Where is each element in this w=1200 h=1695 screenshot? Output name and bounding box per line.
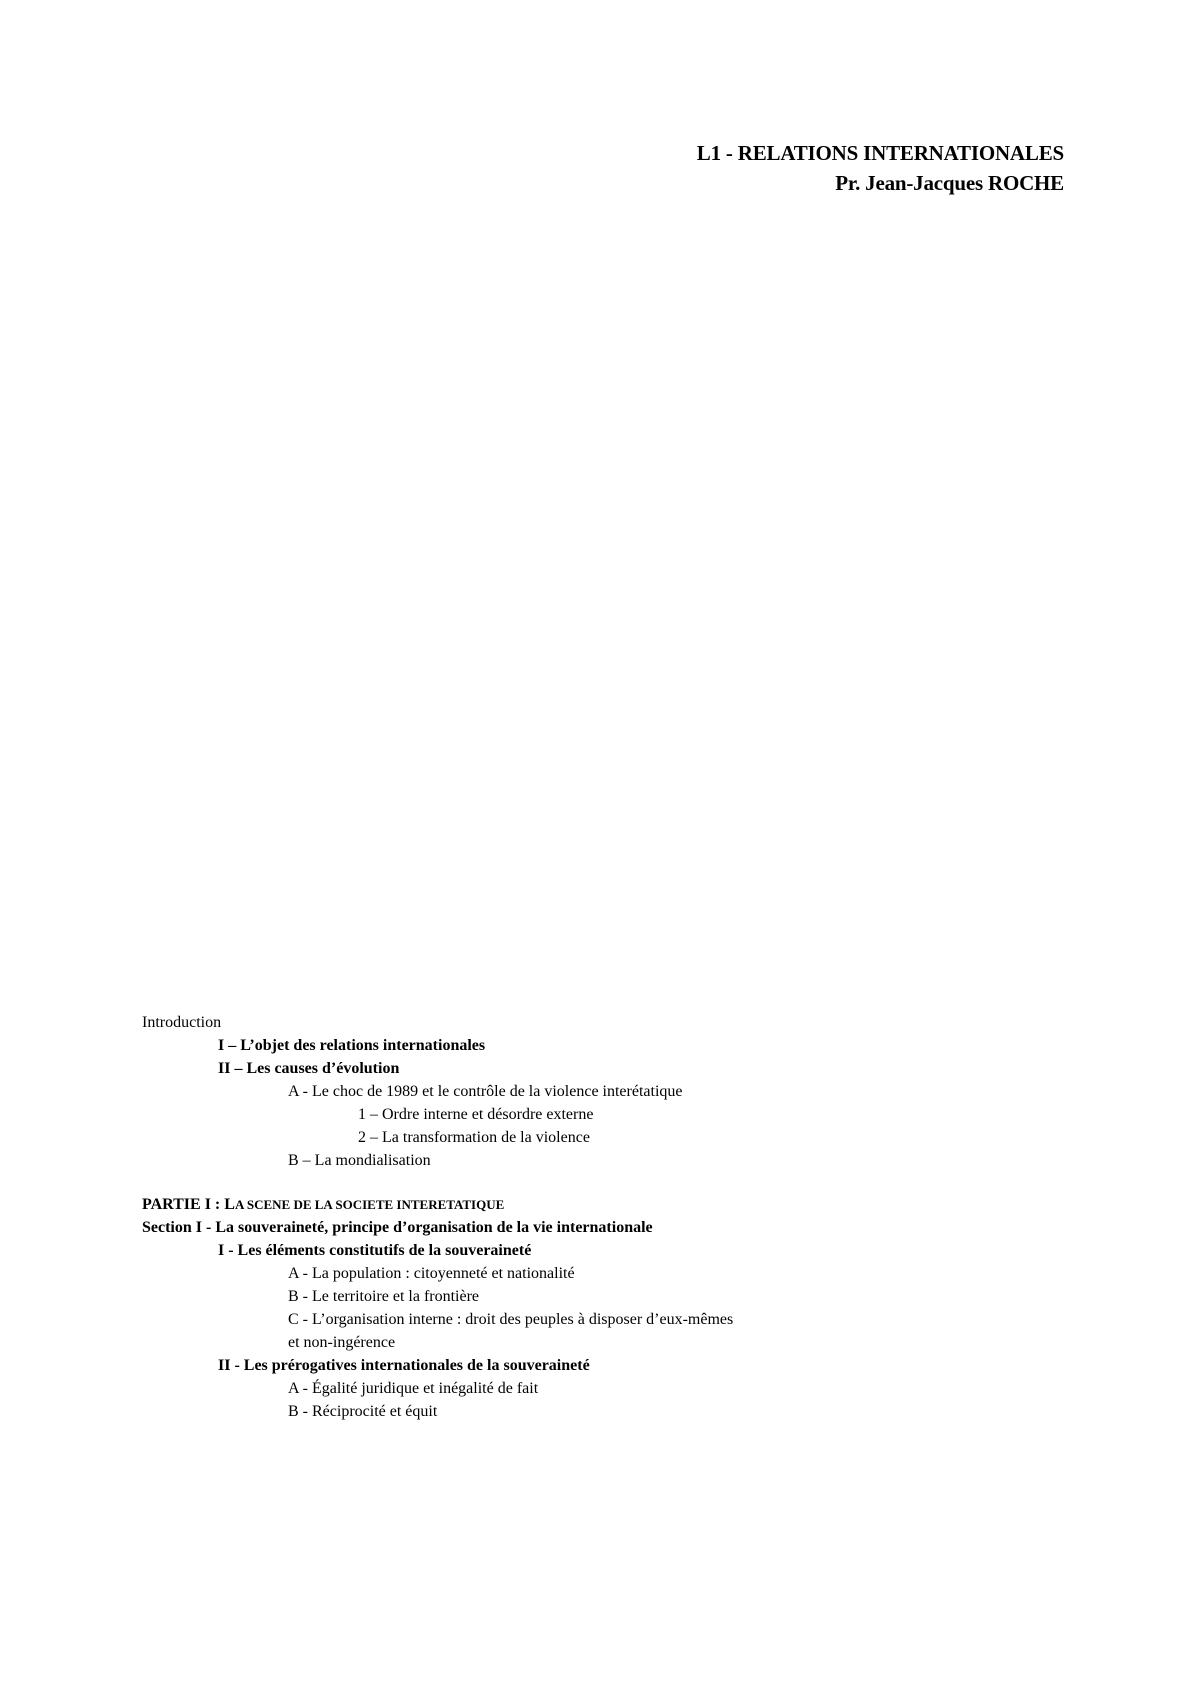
intro-subsection-a1: 1 – Ordre interne et désordre externe <box>358 1106 594 1123</box>
professor-name: Pr. Jean-Jacques ROCHE <box>835 171 1064 195</box>
intro-heading: Introduction <box>142 1014 222 1031</box>
document-header <box>697 138 1064 198</box>
partie-1-prefix: PARTIE I : L <box>142 1196 235 1213</box>
intro-subsection-b: B – La mondialisation <box>288 1152 431 1169</box>
partie-1-heading <box>142 1193 1102 1216</box>
course-title: L1 - RELATIONS INTERNATIONALES <box>696 141 1064 165</box>
section-1-heading: Section I - La souveraineté, principe d’organisation de la vie internationale <box>142 1219 653 1236</box>
section-1-part-2: II - Les prérogatives internationales de la souveraineté <box>218 1357 590 1374</box>
intro-part-1: I – L’objet des relations internationales <box>218 1037 486 1054</box>
section-1-subsection-b: B - Le territoire et la frontière <box>288 1288 480 1305</box>
intro-part-2: II – Les causes d’évolution <box>218 1060 400 1077</box>
section-1-part-2-subsection-b: B - Réciprocité et équit <box>288 1403 438 1420</box>
intro-subsection-a: A - Le choc de 1989 et le contrôle de la violence interétatique <box>288 1083 683 1100</box>
section-1-part-1: I - Les éléments constitutifs de la souveraineté <box>218 1242 532 1259</box>
table-of-contents <box>142 1011 1102 1423</box>
spacer <box>142 1172 1102 1193</box>
section-1-part-2-subsection-a: A - Égalité juridique et inégalité de fait <box>288 1380 539 1397</box>
section-1-subsection-c: C - L’organisation interne : droit des peuples à disposer d’eux-mêmes <box>288 1311 734 1328</box>
partie-1-title-smallcaps: A SCENE DE LA SOCIETE INTERETATIQUE <box>234 1197 505 1212</box>
section-1-subsection-a: A - La population : citoyenneté et nationalité <box>288 1265 575 1282</box>
intro-subsection-a2: 2 – La transformation de la violence <box>358 1129 590 1146</box>
section-1-subsection-c-continued: et non-ingérence <box>288 1334 396 1351</box>
